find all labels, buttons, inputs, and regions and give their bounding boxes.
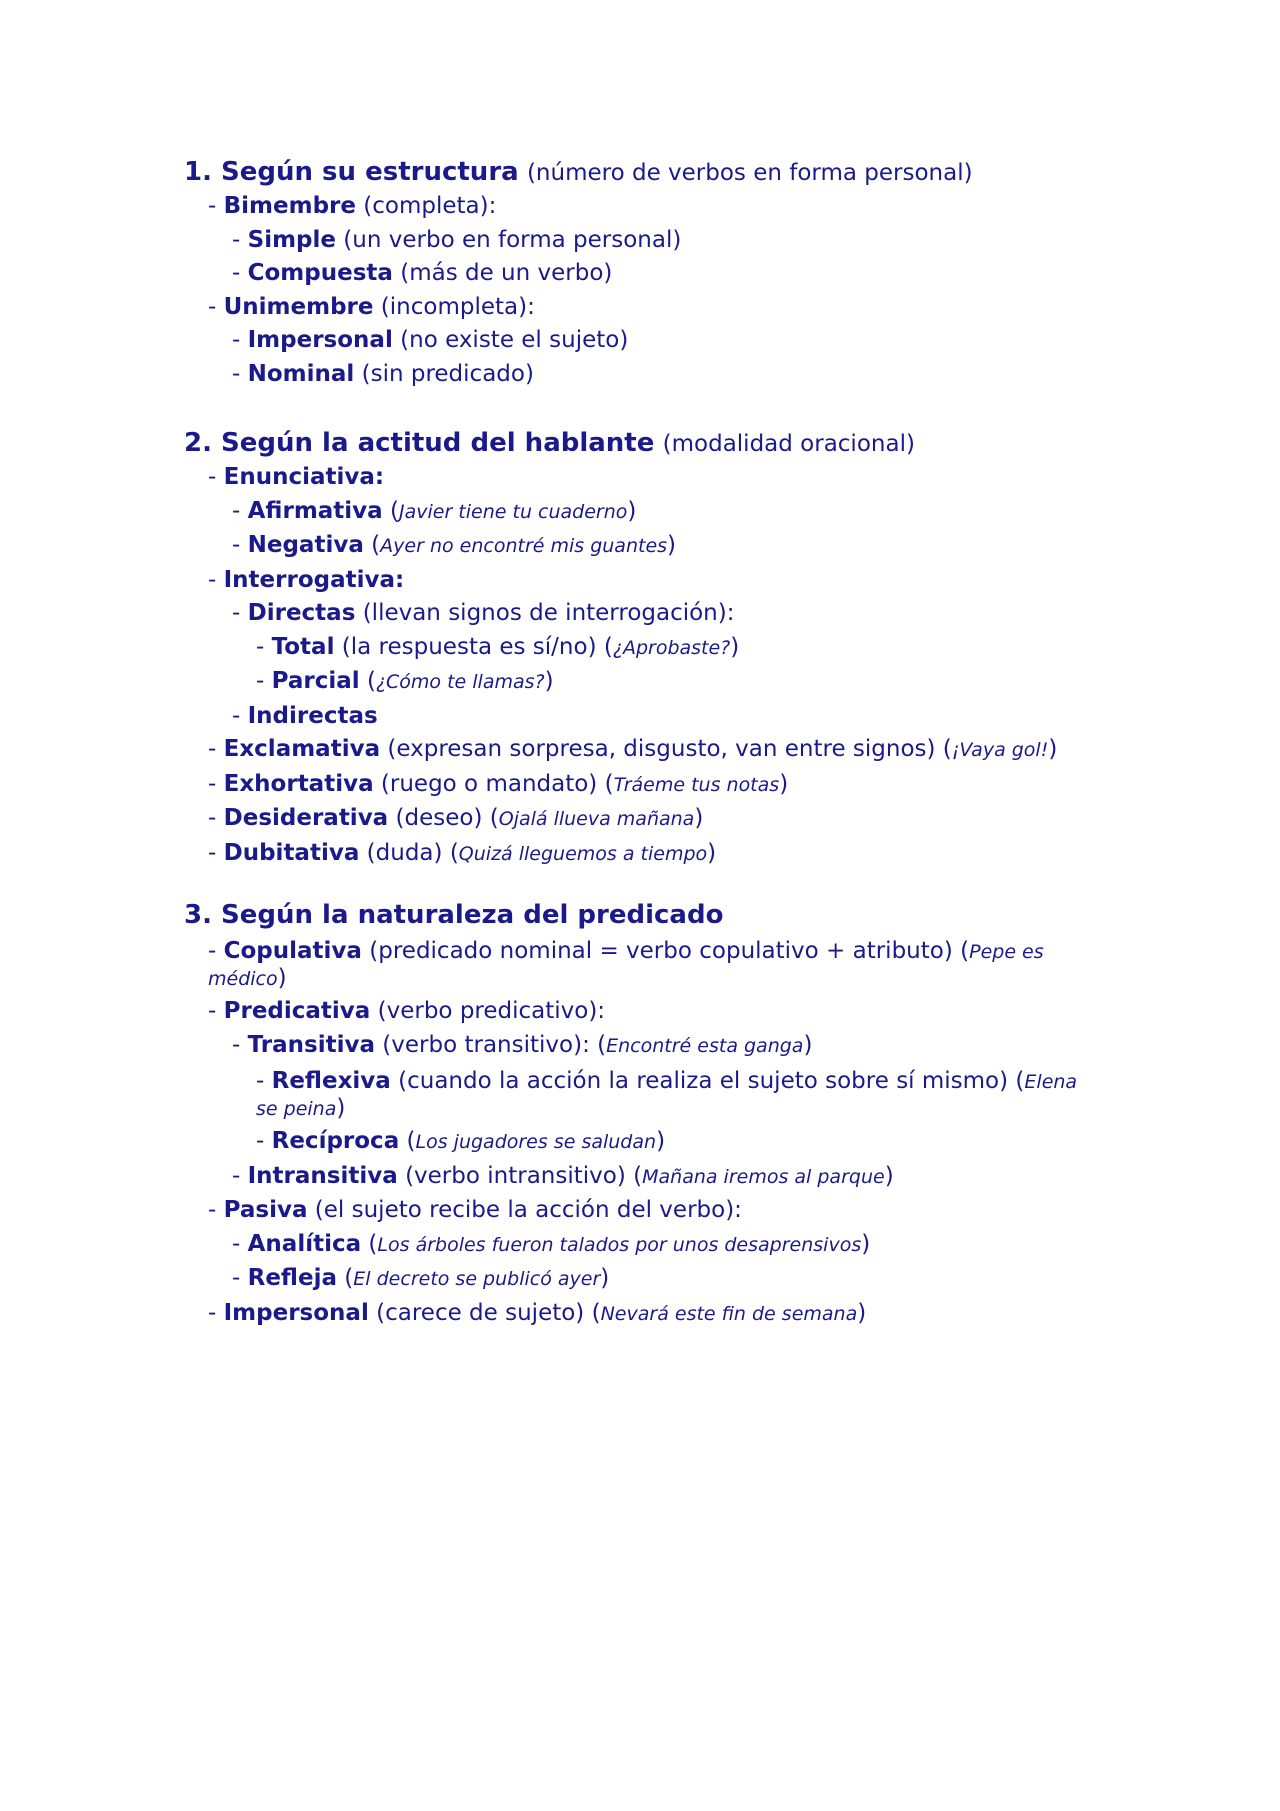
item-example: Encontré esta ganga <box>606 1034 804 1057</box>
item-description: (ruego o mandato) <box>373 770 605 797</box>
item-description: (sin predicado) <box>354 360 534 387</box>
item-example: ¿Aprobaste? <box>612 636 731 659</box>
item-description: (la respuesta es sí/no) <box>334 633 604 660</box>
item-term: Analítica <box>247 1230 362 1257</box>
list-item: - Impersonal (no existe el sujeto) <box>232 327 629 353</box>
item-example: Pepe es médico <box>208 941 1044 990</box>
item-term: Exclamativa <box>223 736 381 762</box>
item-term: Directas <box>247 600 356 626</box>
item-term: Negativa <box>247 532 364 558</box>
list-item: - Unimembre (incompleta): <box>208 293 535 320</box>
item-term: Impersonal <box>223 1299 369 1326</box>
item-example: Ayer no encontré mis guantes <box>380 535 668 557</box>
list-item: - Intransitiva (verbo intransitivo) (Mañana iremos al parque) <box>232 1162 894 1189</box>
list-item: - Transitiva (verbo transitivo): (Encontré esta ganga) <box>232 1031 813 1058</box>
item-term: Interrogativa: <box>223 566 405 593</box>
list-item: - Bimembre (completa): <box>208 193 497 219</box>
section-naturaleza-predicado <box>184 897 1104 1331</box>
item-example: Nevará este fin de semana <box>600 1302 858 1325</box>
item-term: Afirmativa <box>247 497 383 524</box>
item-term: Reflexiva <box>271 1068 391 1094</box>
item-description: (verbo intransitivo) <box>397 1162 634 1189</box>
item-description: (llevan signos de interrogación): <box>355 600 735 626</box>
section-estructura <box>184 154 1104 391</box>
item-description: (incompleta): <box>373 293 535 320</box>
section-heading: 3. Según la naturaleza del predicado <box>184 900 724 930</box>
list-item: - Interrogativa: <box>208 566 405 593</box>
list-item: - Indirectas <box>232 702 378 729</box>
item-description: (duda) <box>359 839 450 866</box>
item-term: Predicativa <box>223 998 371 1024</box>
item-term: Impersonal <box>247 327 393 353</box>
item-term: Exhortativa <box>223 770 374 797</box>
item-description: (carece de sujeto) <box>368 1299 592 1326</box>
item-example: Elena se peina <box>256 1071 1078 1120</box>
section-heading: 2. Según la actitud del hablante (modalidad oracional) <box>184 428 915 458</box>
item-term: Indirectas <box>247 702 378 729</box>
item-term: Transitiva <box>247 1031 375 1058</box>
item-term: Enunciativa: <box>223 464 385 490</box>
item-term: Parcial <box>271 668 360 694</box>
item-description: (completa): <box>355 193 497 219</box>
item-term: Refleja <box>247 1265 337 1291</box>
item-term: Compuesta <box>247 260 393 286</box>
item-example: Los árboles fueron talados por unos desaprensivos <box>377 1233 862 1256</box>
item-term: Desiderativa <box>223 805 389 831</box>
item-description: (verbo predicativo): <box>370 998 606 1024</box>
item-example: Tráeme tus notas <box>613 773 780 796</box>
list-item: - Enunciativa: <box>208 464 385 490</box>
item-description: (verbo transitivo): <box>375 1031 598 1058</box>
item-example: Ojalá llueva mañana <box>498 808 695 830</box>
list-item: - Parcial (¿Cómo te llamas?) <box>256 668 554 694</box>
section-actitud-hablante <box>184 425 1104 871</box>
item-term: Recíproca <box>271 1128 400 1154</box>
item-term: Simple <box>247 226 336 253</box>
list-item: - Recíproca (Los jugadores se saludan) <box>256 1128 666 1154</box>
list-item: - Reflexiva (cuando la acción la realiza el sujeto sobre sí mismo) (Elena se peina) <box>256 1068 1078 1121</box>
list-item: - Afirmativa (Javier tiene tu cuaderno) <box>232 497 637 524</box>
list-item: - Exclamativa (expresan sorpresa, disgusto, van entre signos) (¡Vaya gol!) <box>208 736 1058 762</box>
list-item: - Dubitativa (duda) (Quizá lleguemos a tiempo) <box>208 839 717 866</box>
list-item: - Copulativa (predicado nominal = verbo copulativo + atributo) (Pepe es médico) <box>208 938 1044 991</box>
item-term: Dubitativa <box>223 839 360 866</box>
item-example: Mañana iremos al parque <box>642 1165 885 1188</box>
item-term: Bimembre <box>223 193 356 219</box>
list-item: - Total (la respuesta es sí/no) (¿Aprobaste?) <box>256 633 740 660</box>
list-item: - Exhortativa (ruego o mandato) (Tráeme tus notas) <box>208 770 789 797</box>
item-example: ¡Vaya gol! <box>951 739 1049 761</box>
section-heading: 1. Según su estructura (número de verbos en forma personal) <box>184 157 973 187</box>
item-term: Unimembre <box>223 293 374 320</box>
list-item: - Desiderativa (deseo) (Ojalá llueva mañana) <box>208 805 704 831</box>
item-example: Javier tiene tu cuaderno <box>399 500 628 523</box>
item-example: ¿Cómo te llamas? <box>375 671 545 693</box>
item-example: El decreto se publicó ayer <box>353 1268 601 1290</box>
item-example: Quizá lleguemos a tiempo <box>458 842 708 865</box>
item-description: (expresan sorpresa, disgusto, van entre signos) <box>380 736 943 762</box>
list-item: - Predicativa (verbo predicativo): <box>208 998 606 1024</box>
list-item: - Directas (llevan signos de interrogación): <box>232 600 735 626</box>
item-term: Pasiva <box>223 1197 308 1223</box>
item-description: (deseo) <box>388 805 490 831</box>
item-description: (cuando la acción la realiza el sujeto sobre sí mismo) <box>390 1068 1016 1094</box>
item-example: Los jugadores se saludan <box>415 1131 657 1153</box>
item-term: Copulativa <box>223 938 362 964</box>
item-term: Total <box>271 633 335 660</box>
item-description: (el sujeto recibe la acción del verbo): <box>307 1197 742 1223</box>
list-item: - Nominal (sin predicado) <box>232 360 534 387</box>
list-item: - Negativa (Ayer no encontré mis guantes) <box>232 532 677 558</box>
item-term: Intransitiva <box>247 1162 398 1189</box>
list-item: - Refleja (El decreto se publicó ayer) <box>232 1265 610 1291</box>
item-term: Nominal <box>247 360 355 387</box>
list-item: - Compuesta (más de un verbo) <box>232 260 613 286</box>
item-description: (más de un verbo) <box>392 260 613 286</box>
item-description: (no existe el sujeto) <box>392 327 629 353</box>
list-item: - Impersonal (carece de sujeto) (Nevará este fin de semana) <box>208 1299 867 1326</box>
item-description: (un verbo en forma personal) <box>336 226 682 253</box>
item-description: (predicado nominal = verbo copulativo + atributo) <box>361 938 961 964</box>
list-item: - Simple (un verbo en forma personal) <box>232 226 682 253</box>
list-item: - Pasiva (el sujeto recibe la acción del verbo): <box>208 1197 742 1223</box>
list-item: - Analítica (Los árboles fueron talados por unos desaprensivos) <box>232 1230 871 1257</box>
